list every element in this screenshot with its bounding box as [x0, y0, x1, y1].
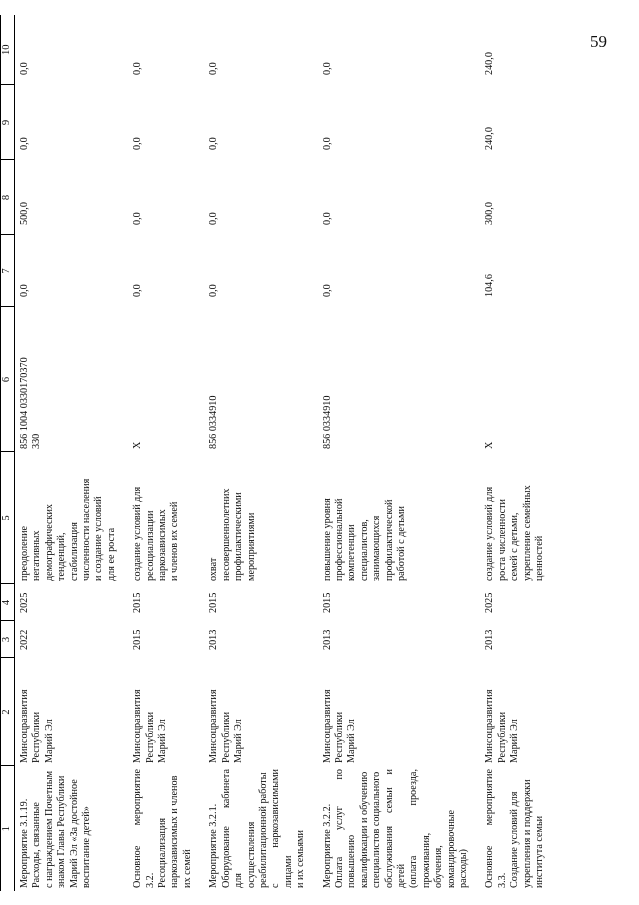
- cell-text: 0,0: [208, 137, 220, 150]
- cell-c3: [204, 621, 317, 658]
- column-header-2: 2: [0, 658, 15, 766]
- cell-text: Мероприятие 3.2.2. Оплата услуг по повышению квалификации и обучению специалистов социального обслуживания семьи и детей (оплата проезда, проживания, обучения, командировочные расходы): [321, 769, 469, 888]
- cell-c6: [318, 307, 481, 452]
- cell-c9: [204, 85, 317, 160]
- cell-text: 240,0: [484, 52, 496, 75]
- cell-text: 500,0: [19, 202, 30, 225]
- cell-c6: [15, 307, 129, 452]
- cell-c6: [480, 307, 556, 452]
- cell-text: 2025: [19, 592, 30, 613]
- cell-c1: [318, 766, 481, 891]
- cell-text: 2015: [132, 629, 144, 650]
- cell-c9: [318, 85, 481, 160]
- cell-c1: [480, 766, 556, 891]
- cell-c4: [15, 584, 129, 621]
- cell-text: 2015: [208, 592, 220, 613]
- header-row: [0, 15, 15, 891]
- column-header-6: 6: [0, 307, 15, 452]
- cell-c2: [480, 658, 556, 766]
- cell-text: 104,6: [484, 274, 496, 297]
- cell-c10: [318, 15, 481, 85]
- cell-c10: [480, 15, 556, 85]
- cell-c3: [318, 621, 481, 658]
- cell-c2: [204, 658, 317, 766]
- cell-c9: [128, 85, 204, 160]
- page-number: 59: [590, 32, 607, 51]
- cell-text: создание условий для роста численности семей с детьми, укрепление семейных ценностей: [484, 485, 546, 581]
- cell-text: Минсоцразвития Республики Марий Эл: [19, 689, 55, 763]
- cell-c4: [128, 584, 204, 621]
- cell-text: 0,0: [321, 62, 333, 75]
- cell-text: X: [132, 441, 144, 449]
- column-header-8: 8: [0, 160, 15, 235]
- cell-c2: [318, 658, 481, 766]
- cell-text: Основное мероприятие 3.2. Ресоциализация наркозависимых и членов их семей: [132, 769, 193, 888]
- cell-c4: [480, 584, 556, 621]
- cell-text: создание условий для ресоциализации наркозависимых и членов их семей: [132, 486, 181, 581]
- cell-c5: [480, 452, 556, 584]
- cell-text: 2013: [484, 629, 496, 650]
- column-header-3: 3: [0, 621, 15, 658]
- cell-text: 0,0: [132, 212, 144, 225]
- cell-c9: [480, 85, 556, 160]
- cell-text: 856 1004 0330170370 330: [19, 357, 43, 449]
- cell-text: 0,0: [321, 137, 333, 150]
- column-header-4: 4: [0, 584, 15, 621]
- cell-text: 0,0: [19, 62, 30, 75]
- cell-c8: [128, 160, 204, 235]
- cell-c2: [15, 658, 129, 766]
- cell-text: 0,0: [19, 137, 30, 150]
- cell-c7: [15, 235, 129, 307]
- cell-c6: [204, 307, 317, 452]
- cell-text: 2013: [208, 629, 220, 650]
- cell-c9: [15, 85, 129, 160]
- cell-text: Минсоцразвития Республики Марий Эл: [484, 689, 521, 763]
- cell-text: 0,0: [19, 284, 30, 297]
- cell-c3: [480, 621, 556, 658]
- cell-c7: [480, 235, 556, 307]
- cell-text: 0,0: [132, 284, 144, 297]
- cell-text: Мероприятие 3.1.19. Расходы, связанные с награждением Почетным знаком Главы Республики Марий Эл «За достойное воспитание детей»: [19, 770, 93, 888]
- cell-c7: [128, 235, 204, 307]
- cell-text: повышение уровня профессиональной компетенции специалистов, занимающихся профилактической работой с детьми: [321, 498, 407, 581]
- table-body: [15, 15, 557, 891]
- table-row: [128, 15, 204, 891]
- cell-text: 856 0334910: [208, 395, 220, 449]
- cell-c3: [15, 621, 129, 658]
- cell-c10: [15, 15, 129, 85]
- cell-text: преодоление негативных демографических тенденций, стабилизация численности населения и создание условий для ее роста: [19, 478, 117, 581]
- column-header-9: 9: [0, 85, 15, 160]
- table-row: [318, 15, 481, 891]
- cell-c8: [15, 160, 129, 235]
- program-table: [0, 15, 556, 891]
- column-header-5: 5: [0, 452, 15, 584]
- cell-text: 0,0: [208, 62, 220, 75]
- cell-text: 0,0: [208, 212, 220, 225]
- table-row: [15, 15, 129, 891]
- cell-text: 0,0: [208, 284, 220, 297]
- cell-c8: [480, 160, 556, 235]
- cell-c10: [128, 15, 204, 85]
- cell-text: 0,0: [321, 284, 333, 297]
- rotated-table-container: [0, 15, 627, 905]
- cell-c7: [204, 235, 317, 307]
- cell-text: 300,0: [484, 202, 496, 225]
- cell-text: 240,0: [484, 127, 496, 150]
- table-row: [204, 15, 317, 891]
- cell-text: 2022: [19, 629, 30, 650]
- cell-text: 856 0334910: [321, 395, 333, 449]
- cell-c1: [128, 766, 204, 891]
- cell-c3: [128, 621, 204, 658]
- cell-text: Основное мероприятие 3.3. Создание условий для укрепления и поддержки института семьи: [484, 769, 546, 888]
- cell-c7: [318, 235, 481, 307]
- table-row: [480, 15, 556, 891]
- cell-c10: [204, 15, 317, 85]
- cell-c4: [318, 584, 481, 621]
- cell-text: 0,0: [132, 62, 144, 75]
- cell-c5: [318, 452, 481, 584]
- cell-text: охват несовершеннолетних профилактическими мероприятиями: [208, 488, 257, 581]
- column-header-10: 10: [0, 15, 15, 85]
- cell-c1: [15, 766, 129, 891]
- cell-c5: [15, 452, 129, 584]
- cell-text: 2015: [132, 592, 144, 613]
- cell-c8: [318, 160, 481, 235]
- cell-text: Мероприятие 3.2.1. Оборудование кабинета для осуществления реабилитационной работы с наркозависимыми лицами и их семьями: [208, 769, 307, 888]
- cell-c8: [204, 160, 317, 235]
- cell-c6: [128, 307, 204, 452]
- cell-text: X: [484, 441, 496, 449]
- cell-text: 2015: [321, 592, 333, 613]
- cell-text: 0,0: [321, 212, 333, 225]
- column-header-1: 1: [0, 766, 15, 891]
- cell-c4: [204, 584, 317, 621]
- cell-c5: [128, 452, 204, 584]
- cell-text: 2013: [321, 629, 333, 650]
- cell-c5: [204, 452, 317, 584]
- cell-c2: [128, 658, 204, 766]
- cell-text: Минсоцразвития Республики Марий Эл: [208, 689, 245, 763]
- column-header-7: 7: [0, 235, 15, 307]
- cell-text: 2025: [484, 592, 496, 613]
- cell-text: 0,0: [132, 137, 144, 150]
- cell-c1: [204, 766, 317, 891]
- cell-text: Минсоцразвития Республики Марий Эл: [321, 689, 358, 763]
- cell-text: Минсоцразвития Республики Марий Эл: [132, 689, 169, 763]
